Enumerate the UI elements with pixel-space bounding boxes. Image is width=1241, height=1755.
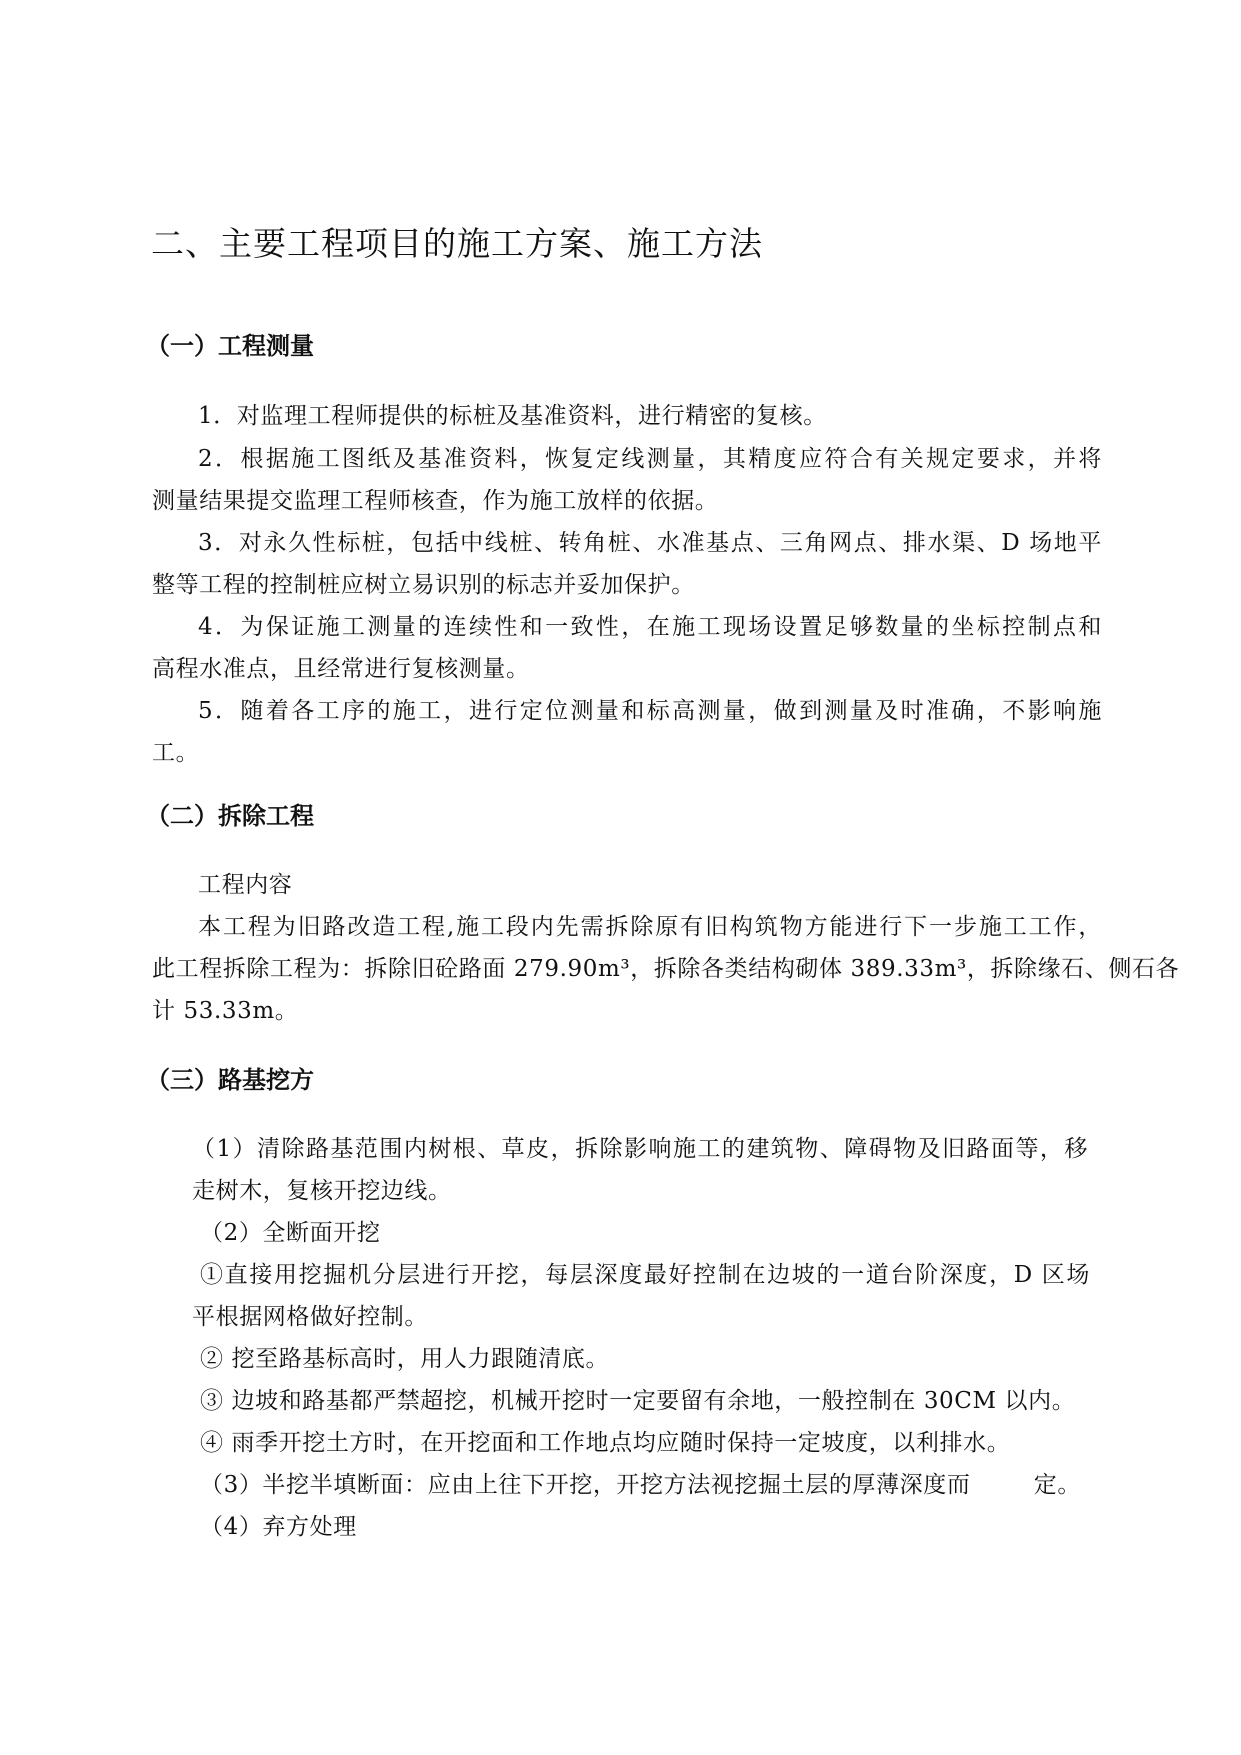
paragraph-line: 4．为保证施工测量的连续性和一致性，在施工现场设置足够数量的坐标控制点和	[198, 614, 1102, 640]
paragraph-line: 本工程为旧路改造工程,施工段内先需拆除原有旧构筑物方能进行下一步施工工作，	[198, 914, 1102, 940]
paragraph-line: ② 挖至路基标高时，用人力跟随清底。	[200, 1346, 610, 1372]
paragraph-line: 5．随着各工序的施工，进行定位测量和标高测量，做到测量及时准确，不影响施	[198, 698, 1102, 724]
paragraph-line: （4）弃方处理	[200, 1514, 357, 1540]
section-heading-survey: （一）工程测量	[146, 332, 314, 360]
paragraph-line: （1）清除路基范围内树根、草皮，拆除影响施工的建筑物、障碍物及旧路面等，移	[192, 1136, 1088, 1162]
page-title: 二、主要工程项目的施工方案、施工方法	[151, 224, 763, 263]
paragraph-line: ④ 雨季开挖土方时，在开挖面和工作地点均应随时保持一定坡度，以利排水。	[200, 1430, 1011, 1456]
paragraph-line: 工。	[152, 740, 200, 766]
paragraph-line: （2）全断面开挖	[200, 1220, 381, 1246]
paragraph-line: 此工程拆除工程为：拆除旧砼路面 279.90m³，拆除各类结构砌体 389.33m³，拆除缘石、侧石各	[152, 956, 1180, 982]
paragraph-line: 高程水准点，且经常进行复核测量。	[152, 656, 530, 682]
section-heading-excavation: （三）路基挖方	[146, 1066, 314, 1094]
paragraph-line: 计 53.33m。	[152, 998, 299, 1024]
paragraph-line: ③ 边坡和路基都严禁超挖，机械开挖时一定要留有余地，一般控制在 30CM 以内。	[200, 1388, 1076, 1414]
paragraph-line: 工程内容	[198, 872, 293, 898]
paragraph-line: 3．对永久性标桩，包括中线桩、转角桩、水准基点、三角网点、排水渠、D 场地平	[198, 530, 1102, 556]
paragraph-line: 2．根据施工图纸及基准资料，恢复定线测量，其精度应符合有关规定要求，并将	[198, 446, 1102, 472]
paragraph-line: 1．对监理工程师提供的标桩及基准资料，进行精密的复核。	[198, 403, 827, 429]
paragraph-line: （3）半挖半填断面：应由上往下开挖，开挖方法视挖掘土层的厚薄深度而 定。	[200, 1472, 1081, 1498]
paragraph-line: 平根据网格做好控制。	[192, 1304, 428, 1330]
section-heading-demolition: （二）拆除工程	[146, 802, 314, 830]
paragraph-line: 走树木，复核开挖边线。	[192, 1178, 452, 1204]
paragraph-line: ①直接用挖掘机分层进行开挖，每层深度最好控制在边坡的一道台阶深度，D 区场	[200, 1262, 1090, 1288]
paragraph-line: 测量结果提交监理工程师核查，作为施工放样的依据。	[152, 488, 719, 514]
paragraph-line: 整等工程的控制桩应树立易识别的标志并妥加保护。	[152, 572, 695, 598]
